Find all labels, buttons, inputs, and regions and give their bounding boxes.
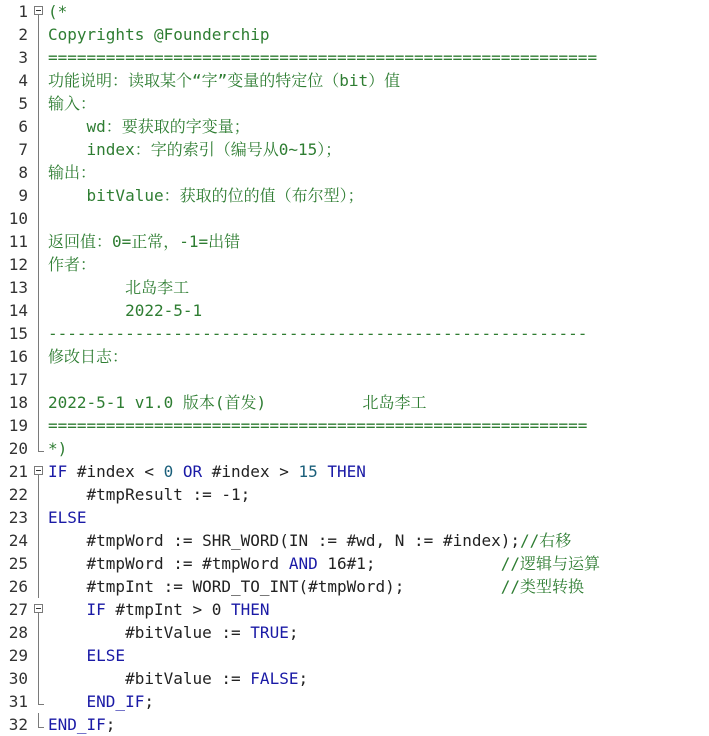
fold-gutter bbox=[34, 207, 44, 230]
keyword-token: ELSE bbox=[48, 508, 87, 527]
fold-guide-line bbox=[38, 391, 39, 414]
code-line[interactable] bbox=[0, 345, 709, 368]
fold-gutter bbox=[34, 23, 44, 46]
line-number: 31 bbox=[8, 692, 28, 711]
code-line[interactable] bbox=[0, 368, 709, 391]
fold-guide-line bbox=[38, 138, 39, 161]
code-token bbox=[48, 600, 87, 619]
comment-token: (* bbox=[48, 2, 68, 21]
code-line[interactable] bbox=[0, 575, 709, 598]
fold-gutter bbox=[34, 345, 44, 368]
code-token: #tmpInt := WORD_TO_INT(#tmpWord); bbox=[48, 577, 405, 596]
code-text[interactable] bbox=[48, 552, 600, 575]
code-line[interactable] bbox=[0, 207, 709, 230]
comment-token: //右移 bbox=[520, 531, 572, 550]
fold-gutter bbox=[34, 713, 44, 736]
comment-token: *) bbox=[48, 439, 68, 458]
comment-token: 2022-5-1 v1.0 版本(首发) 北岛李工 bbox=[48, 393, 427, 412]
line-number: 13 bbox=[8, 278, 28, 297]
code-token: #bitValue := bbox=[48, 623, 251, 642]
line-number: 19 bbox=[8, 416, 28, 435]
keyword-token: END_IF bbox=[86, 692, 145, 711]
code-text[interactable] bbox=[48, 690, 154, 713]
line-number: 16 bbox=[8, 347, 28, 366]
code-line[interactable] bbox=[0, 483, 709, 506]
fold-guide-line bbox=[38, 115, 39, 138]
fold-guide-line bbox=[38, 276, 39, 299]
code-line[interactable] bbox=[0, 23, 709, 46]
comment-token: index：字的索引（编号从0~15）； bbox=[48, 140, 342, 159]
line-number: 24 bbox=[8, 531, 28, 550]
fold-gutter bbox=[34, 391, 44, 414]
line-number: 23 bbox=[8, 508, 28, 527]
code-token: ; bbox=[105, 715, 116, 734]
fold-gutter bbox=[34, 690, 44, 713]
code-token: 15 bbox=[298, 462, 318, 481]
keyword-token: AND bbox=[288, 554, 318, 573]
code-line[interactable] bbox=[0, 598, 709, 621]
code-text[interactable] bbox=[48, 161, 96, 184]
fold-guide-line bbox=[38, 690, 39, 705]
code-line[interactable] bbox=[0, 437, 709, 460]
fold-gutter bbox=[34, 299, 44, 322]
keyword-token: FALSE bbox=[250, 669, 299, 688]
code-text[interactable] bbox=[48, 460, 366, 483]
code-line[interactable] bbox=[0, 115, 709, 138]
fold-guide-line bbox=[38, 613, 39, 621]
keyword-token: IF bbox=[48, 462, 68, 481]
line-number: 1 bbox=[18, 2, 28, 21]
fold-guide-line bbox=[38, 713, 39, 728]
collapse-fold-icon[interactable] bbox=[34, 6, 43, 15]
fold-gutter bbox=[34, 230, 44, 253]
comment-token: bitValue：获取的位的值（布尔型）； bbox=[48, 186, 364, 205]
fold-gutter bbox=[34, 138, 44, 161]
fold-gutter bbox=[34, 621, 44, 644]
code-text[interactable] bbox=[48, 184, 364, 207]
code-token: #index > bbox=[202, 462, 299, 481]
comment-token: 输出： bbox=[48, 163, 97, 182]
fold-guide-line bbox=[38, 552, 39, 575]
code-text[interactable] bbox=[48, 391, 426, 414]
code-text[interactable] bbox=[48, 667, 308, 690]
comment-token: 返回值：0=正常，-1=出错 bbox=[48, 232, 241, 251]
code-line[interactable] bbox=[0, 322, 709, 345]
keyword-token: IF bbox=[86, 600, 106, 619]
code-line[interactable] bbox=[0, 529, 709, 552]
code-token bbox=[48, 692, 87, 711]
fold-gutter bbox=[34, 0, 44, 23]
fold-guide-line bbox=[38, 506, 39, 529]
code-line[interactable] bbox=[0, 621, 709, 644]
code-text[interactable] bbox=[48, 138, 341, 161]
fold-gutter bbox=[34, 46, 44, 69]
fold-guide-line bbox=[38, 46, 39, 69]
fold-guide-line bbox=[38, 184, 39, 207]
code-token: ; bbox=[298, 669, 309, 688]
code-line[interactable] bbox=[0, 253, 709, 276]
code-text[interactable] bbox=[48, 230, 240, 253]
line-number: 7 bbox=[18, 140, 28, 159]
code-line[interactable] bbox=[0, 0, 709, 23]
code-text[interactable] bbox=[48, 276, 189, 299]
code-token bbox=[318, 462, 328, 481]
code-text[interactable] bbox=[48, 621, 298, 644]
comment-token: //类型转换 bbox=[404, 577, 585, 596]
code-text[interactable] bbox=[48, 253, 96, 276]
keyword-token: OR bbox=[182, 462, 203, 481]
code-text[interactable] bbox=[48, 644, 125, 667]
fold-gutter bbox=[34, 506, 44, 529]
fold-gutter bbox=[34, 598, 44, 621]
keyword-token: ELSE bbox=[86, 646, 126, 665]
fold-guide-line bbox=[38, 368, 39, 391]
code-line[interactable] bbox=[0, 506, 709, 529]
fold-gutter bbox=[34, 92, 44, 115]
line-number: 11 bbox=[8, 232, 28, 251]
line-number: 29 bbox=[8, 646, 28, 665]
fold-gutter bbox=[34, 184, 44, 207]
code-line[interactable] bbox=[0, 161, 709, 184]
line-number: 17 bbox=[8, 370, 28, 389]
code-token bbox=[48, 646, 87, 665]
line-number: 18 bbox=[8, 393, 28, 412]
collapse-fold-icon[interactable] bbox=[34, 604, 43, 613]
line-number: 28 bbox=[8, 623, 28, 642]
line-number: 27 bbox=[8, 600, 28, 619]
fold-guide-line bbox=[38, 621, 39, 644]
keyword-token: END_IF bbox=[48, 715, 106, 734]
fold-guide-line bbox=[38, 345, 39, 368]
code-text[interactable] bbox=[48, 575, 584, 598]
fold-guide-line bbox=[38, 207, 39, 230]
fold-guide-line bbox=[38, 483, 39, 506]
comment-token: 北岛李工 bbox=[48, 278, 190, 297]
line-number: 2 bbox=[18, 25, 28, 44]
fold-guide-line bbox=[38, 414, 39, 437]
fold-end-marker bbox=[38, 727, 44, 728]
code-line[interactable] bbox=[0, 391, 709, 414]
fold-gutter bbox=[34, 322, 44, 345]
fold-guide-line bbox=[38, 23, 39, 46]
fold-gutter bbox=[34, 414, 44, 437]
code-token: ; bbox=[288, 623, 299, 642]
fold-end-marker bbox=[38, 704, 44, 705]
line-number: 15 bbox=[8, 324, 28, 343]
code-token: 0 bbox=[163, 462, 174, 481]
code-token: #bitValue := bbox=[48, 669, 251, 688]
fold-gutter bbox=[34, 253, 44, 276]
code-line[interactable] bbox=[0, 552, 709, 575]
fold-end-marker bbox=[38, 451, 44, 452]
fold-guide-line bbox=[38, 667, 39, 690]
line-number: 30 bbox=[8, 669, 28, 688]
comment-token: wd：要获取的字变量； bbox=[48, 117, 250, 136]
line-number: 5 bbox=[18, 94, 28, 113]
line-number: 3 bbox=[18, 48, 28, 67]
fold-guide-line bbox=[38, 322, 39, 345]
code-line[interactable] bbox=[0, 138, 709, 161]
fold-guide-line bbox=[38, 529, 39, 552]
fold-gutter bbox=[34, 644, 44, 667]
code-text[interactable] bbox=[48, 322, 587, 345]
fold-guide-line bbox=[38, 475, 39, 483]
line-number: 21 bbox=[8, 462, 28, 481]
keyword-token: THEN bbox=[231, 600, 270, 619]
code-token: #tmpWord := SHR_WORD(IN := #wd, N := #index); bbox=[48, 531, 521, 550]
fold-gutter bbox=[34, 529, 44, 552]
code-text[interactable] bbox=[48, 23, 270, 46]
code-line[interactable] bbox=[0, 69, 709, 92]
line-number: 32 bbox=[8, 715, 28, 734]
fold-guide-line bbox=[38, 230, 39, 253]
fold-guide-line bbox=[38, 15, 39, 23]
fold-guide-line bbox=[38, 253, 39, 276]
code-text[interactable] bbox=[48, 92, 96, 115]
fold-gutter bbox=[34, 161, 44, 184]
fold-gutter bbox=[34, 575, 44, 598]
fold-guide-line bbox=[38, 644, 39, 667]
code-token: #tmpWord := #tmpWord bbox=[48, 554, 289, 573]
code-line[interactable] bbox=[0, 460, 709, 483]
code-line[interactable] bbox=[0, 46, 709, 69]
code-line[interactable] bbox=[0, 184, 709, 207]
comment-token: Copyrights @Founderchip bbox=[48, 25, 270, 44]
line-number: 4 bbox=[18, 71, 28, 90]
line-number: 26 bbox=[8, 577, 28, 596]
code-line[interactable] bbox=[0, 690, 709, 713]
fold-gutter bbox=[34, 276, 44, 299]
comment-token: 输入： bbox=[48, 94, 97, 113]
code-text[interactable] bbox=[48, 345, 128, 368]
fold-guide-line bbox=[38, 437, 39, 452]
fold-gutter bbox=[34, 69, 44, 92]
line-number: 9 bbox=[18, 186, 28, 205]
fold-gutter bbox=[34, 115, 44, 138]
code-text[interactable] bbox=[48, 414, 587, 437]
code-token: #tmpResult := -1; bbox=[48, 485, 251, 504]
code-line[interactable] bbox=[0, 414, 709, 437]
code-text[interactable] bbox=[48, 299, 202, 322]
comment-token: -------------------------------------------------------- bbox=[48, 324, 588, 343]
code-text[interactable] bbox=[48, 529, 571, 552]
comment-token: 2022-5-1 bbox=[48, 301, 203, 320]
line-number: 12 bbox=[8, 255, 28, 274]
code-token: #index < bbox=[67, 462, 164, 481]
fold-guide-line bbox=[38, 299, 39, 322]
fold-gutter bbox=[34, 368, 44, 391]
fold-gutter bbox=[34, 437, 44, 460]
code-line[interactable] bbox=[0, 276, 709, 299]
line-number: 25 bbox=[8, 554, 28, 573]
code-line[interactable] bbox=[0, 713, 709, 736]
comment-token: ======================================================== bbox=[48, 416, 588, 435]
keyword-token: TRUE bbox=[250, 623, 289, 642]
comment-token: 修改日志： bbox=[48, 347, 129, 366]
code-line[interactable] bbox=[0, 299, 709, 322]
code-text[interactable] bbox=[48, 46, 597, 69]
code-text[interactable] bbox=[48, 69, 400, 92]
code-line[interactable] bbox=[0, 92, 709, 115]
fold-guide-line bbox=[38, 69, 39, 92]
code-line[interactable] bbox=[0, 667, 709, 690]
keyword-token: THEN bbox=[327, 462, 366, 481]
fold-gutter bbox=[34, 460, 44, 483]
fold-gutter bbox=[34, 667, 44, 690]
line-number: 22 bbox=[8, 485, 28, 504]
fold-gutter bbox=[34, 483, 44, 506]
line-number: 8 bbox=[18, 163, 28, 182]
code-line[interactable] bbox=[0, 230, 709, 253]
comment-token: //逻辑与运算 bbox=[375, 554, 601, 573]
code-token: 16#1; bbox=[317, 554, 376, 573]
comment-token: ========================================================= bbox=[48, 48, 598, 67]
code-text[interactable] bbox=[48, 437, 67, 460]
line-number: 6 bbox=[18, 117, 28, 136]
comment-token: 作者： bbox=[48, 255, 97, 274]
code-line[interactable] bbox=[0, 644, 709, 667]
fold-guide-line bbox=[38, 575, 39, 598]
code-token bbox=[173, 462, 183, 481]
code-text[interactable] bbox=[48, 713, 115, 736]
code-text[interactable] bbox=[48, 115, 250, 138]
line-number: 20 bbox=[8, 439, 28, 458]
line-number: 14 bbox=[8, 301, 28, 320]
code-token: #tmpInt > 0 bbox=[105, 600, 232, 619]
code-text[interactable] bbox=[48, 0, 67, 23]
line-number: 10 bbox=[8, 209, 28, 228]
fold-guide-line bbox=[38, 92, 39, 115]
comment-token: 功能说明：读取某个“字”变量的特定位（bit）值 bbox=[48, 71, 401, 90]
code-text[interactable] bbox=[48, 483, 250, 506]
code-token: ; bbox=[144, 692, 154, 711]
fold-guide-line bbox=[38, 161, 39, 184]
code-text[interactable] bbox=[48, 506, 87, 529]
collapse-fold-icon[interactable] bbox=[34, 466, 43, 475]
code-text[interactable] bbox=[48, 598, 270, 621]
fold-gutter bbox=[34, 552, 44, 575]
